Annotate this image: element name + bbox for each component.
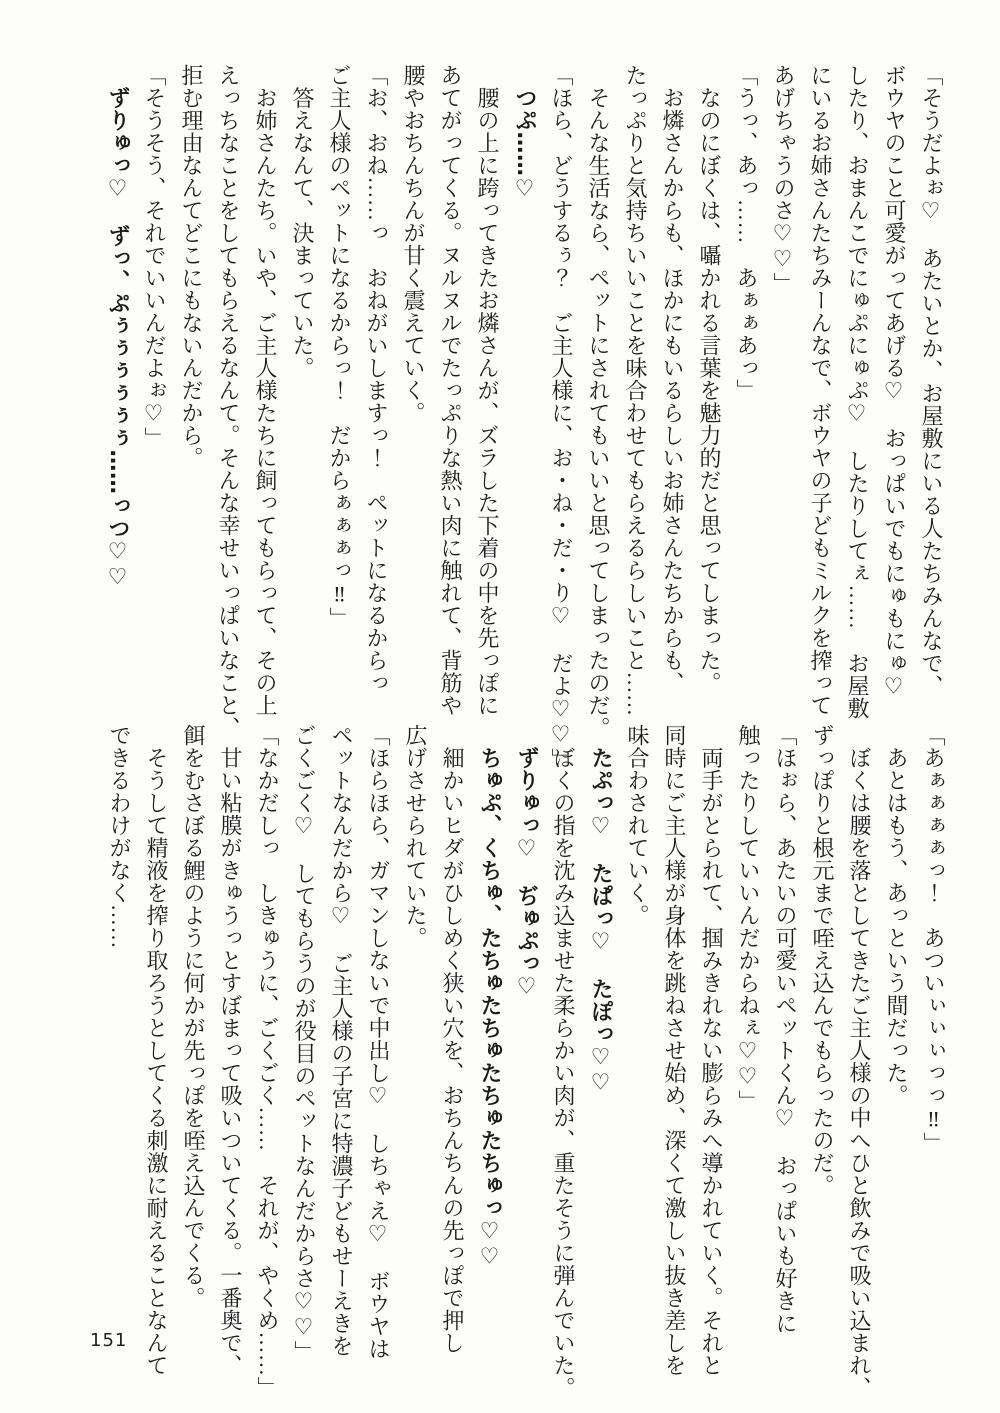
text-block-bottom bbox=[101, 724, 952, 1404]
text-line: あてがってくる。ヌルヌルでたっぷりな熱い肉に触れて、背筋や bbox=[438, 64, 463, 717]
text-line: 「うっ、あっ…… あぁぁあっ」 bbox=[734, 64, 759, 402]
sfx-text-line: ずりゅっ♡ ぢゅぷっ♡ bbox=[514, 724, 539, 1000]
text-line: ずっぽりと根元まで咥え込んでもらったのだ。 bbox=[810, 724, 835, 1197]
text-line: 同時にご主人様が身体を跳ねさせ始め、深くて激しい抜き差しを bbox=[662, 724, 687, 1377]
sfx-text-line: つぷ……♡ bbox=[512, 64, 537, 202]
text-line: なのにぼくは、囁かれる言葉を魅力的だと思ってしまった。 bbox=[697, 64, 722, 694]
text-line: お燐さんからも、ほかにもいるらしいお姉さんたちからも、 bbox=[660, 64, 685, 694]
text-line: そうして精液を搾り取ろうとしてくる刺激に耐えることなんて bbox=[144, 724, 169, 1377]
text-line: あげちゃうのさ♡♡」 bbox=[771, 64, 796, 295]
text-line: お姉さんたち。いや、ご主人様たちに飼ってもらって、その上 bbox=[253, 64, 278, 717]
text-line: たっぷりと気持ちいいことを味合わせてもらえるらしいこと…… bbox=[623, 64, 648, 717]
text-line: 「ほぉら、あたいの可愛いペットくん♡ おっぱいも好きに bbox=[773, 724, 798, 1335]
text-block-top bbox=[99, 64, 950, 771]
text-line: ペットなんだから♡ ご主人様の子宮に特濃子どもせーえきを bbox=[329, 724, 354, 1357]
sfx-text-line: ずりゅっ♡ ずっ、ぷぅぅぅぅぅぅ……っつ♡♡ bbox=[105, 64, 130, 591]
text-line: 触ったりしていいんだからねぇ♡♡」 bbox=[736, 724, 761, 1113]
text-line: 腰やおちんちんが甘く震えていく。 bbox=[401, 64, 426, 424]
text-line: できるわけがなく…… bbox=[107, 724, 132, 949]
sfx-text-line: ちゅぷ、くちゅ、たちゅたちゅたちゅたちゅっ♡♡ bbox=[477, 724, 502, 1270]
text-line: そんな生活なら、ペットにされてもいいと思ってしまったのだ。 bbox=[586, 64, 611, 739]
text-line: ぼくは腰を落としてきたご主人様の中へひと飲みで吸い込まれ、 bbox=[847, 724, 872, 1399]
sfx-text-line: たぷっ♡ たぱっ♡ たぽっ♡♡ bbox=[588, 724, 613, 1096]
text-line: ご主人様のペットになるからっ！ だからぁぁぁっ‼」 bbox=[327, 64, 352, 630]
text-line: 味合わされていく。 bbox=[625, 724, 650, 927]
text-line: 「お、おね……っ おねがいしますっ！ ペットになるからっ bbox=[364, 64, 389, 694]
text-line: 餌をむさぼる鯉のように何かが先っぽを咥え込んでくる。 bbox=[181, 724, 206, 1309]
text-line: 腰の上に跨ってきたお燐さんが、ズラした下着の中を先っぽに bbox=[475, 64, 500, 717]
text-line: 「そうだよぉ♡ あたいとか、お屋敷にいる人たちみんなで、 bbox=[919, 64, 944, 697]
text-line: ごくごく♡ してもらうのが役目のペットなんだからさ♡♡」 bbox=[292, 724, 317, 1363]
text-line: 広げさせられていた。 bbox=[403, 724, 428, 949]
text-line: 「あぁぁぁぁっ！ あついぃぃぃっっ‼」 bbox=[921, 724, 946, 1155]
text-line: にいるお姉さんたちみーんなで、ボウヤの子どもミルクを搾って bbox=[808, 64, 833, 717]
text-line: 「なかだしっ しきゅうに、ごくごく…… それが、やくめ……」 bbox=[255, 724, 280, 1399]
text-line: したり、おまんこでにゅぷにゅぷ♡ したりしてぇ…… お屋敷 bbox=[845, 64, 870, 720]
text-line: 「そうそう、それでいいんだよぉ♡」 bbox=[142, 64, 167, 450]
text-line: 答えなんて、決まっていた。 bbox=[290, 64, 315, 379]
text-line: あとはもう、あっという間だった。 bbox=[884, 724, 909, 1107]
text-line: ぼくの指を沈み込ませた柔らかい肉が、重たそうに弾んでいた。 bbox=[551, 724, 576, 1399]
text-line: 両手がとられて、掴みきれない膨らみへ導かれていく。それと bbox=[699, 724, 724, 1377]
text-line: 甘い粘膜がきゅうっとすぼまって吸いついてくる。一番奥で、 bbox=[218, 724, 243, 1377]
text-line: 拒む理由なんてどこにもないんだから。 bbox=[179, 64, 204, 469]
text-line: 「ほら、どうするぅ？ ご主人様に、お・ね・だ・り♡ だよ♡♡」 bbox=[549, 64, 574, 771]
text-line: ボウヤのこと可愛がってあげる♡ おっぱいでもにゅもにゅ♡ bbox=[882, 64, 907, 700]
page-number: 151 bbox=[90, 1330, 128, 1351]
text-line: 細かいヒダがひしめく狭い穴を、おちんちんの先っぽで押し bbox=[440, 724, 465, 1354]
text-line: えっちなことをしてもらえるなんて。そんな幸せいっぱいなこと、 bbox=[216, 64, 241, 739]
text-line: 「ほらほら、ガマンしないで中出し♡ しちゃえ♡ ボウヤは bbox=[366, 724, 391, 1360]
